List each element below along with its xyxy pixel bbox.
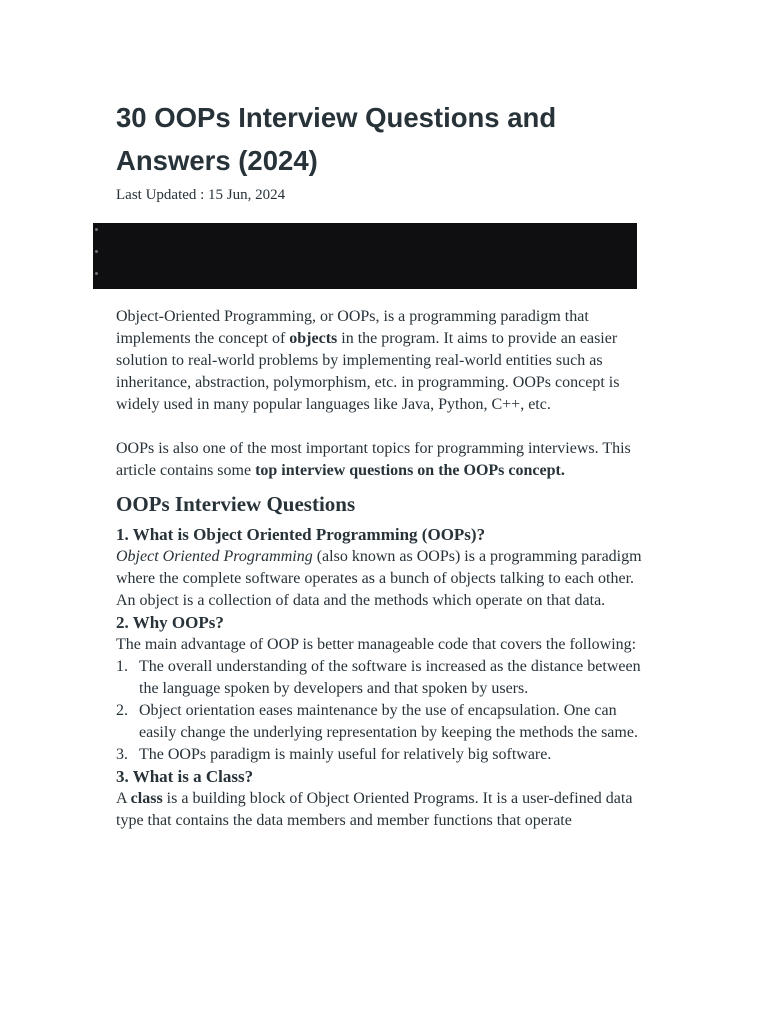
bullet-dot-icon — [95, 250, 98, 253]
article-body — [116, 306, 656, 832]
section-heading: OOPs Interview Questions — [116, 492, 356, 516]
bold-term: top interview questions on the OOPs concept. — [255, 462, 565, 479]
page-title: 30 OOPs Interview Questions and Answers (2024) — [116, 102, 557, 176]
question-heading: 1. What is Object Oriented Programming (OOPs)? — [116, 525, 486, 544]
question-heading: 3. What is a Class? — [116, 767, 254, 786]
answer-paragraph: The main advantage of OOP is better manageable code that covers the following: — [116, 636, 637, 653]
question-heading: 2. Why OOPs? — [116, 613, 224, 632]
answer-paragraph: Object Oriented Programming (also known as OOPs) is a programming paradigm where the complete software operates as a bunch of objects talking to each other. An object is a collection of data and the methods which operate on that data. — [116, 548, 642, 609]
article — [116, 96, 656, 829]
answer-paragraph: A class is a building block of Object Oriented Programs. It is a user-defined data type that contains the data members and member functions that operate — [116, 790, 633, 829]
advantages-list — [116, 656, 656, 766]
bullet-dot-icon — [95, 228, 98, 231]
list-item: 3. The OOPs paradigm is mainly useful for relatively big software. — [116, 746, 552, 763]
italic-term: Object Oriented Programming — [116, 548, 313, 565]
embedded-media-block[interactable] — [93, 223, 637, 289]
list-item: 2. Object orientation eases maintenance by the use of encapsulation. One can easily change the underlying representation by keeping the methods the same. — [116, 702, 638, 741]
list-item: 1. The overall understanding of the software is increased as the distance between the language spoken by developers and that spoken by users. — [116, 658, 641, 697]
bold-term: class — [130, 790, 163, 807]
intro-paragraph: Object-Oriented Programming, or OOPs, is a programming paradigm that implements the concept of objects in the program. It aims to provide an easier solution to real-world problems by implementing real-world entities such as inheritance, abstraction, polymorphism, etc. in programming. OOPs concept is widely used in many popular languages like Java, Python, C++, etc. — [116, 308, 620, 413]
bullet-dot-icon — [95, 272, 98, 275]
last-updated-date: Last Updated : 15 Jun, 2024 — [116, 187, 286, 203]
intro-paragraph: OOPs is also one of the most important topics for programming interviews. This article contains some top interview questions on the OOPs concept. — [116, 440, 631, 479]
bold-term: objects — [289, 330, 338, 347]
